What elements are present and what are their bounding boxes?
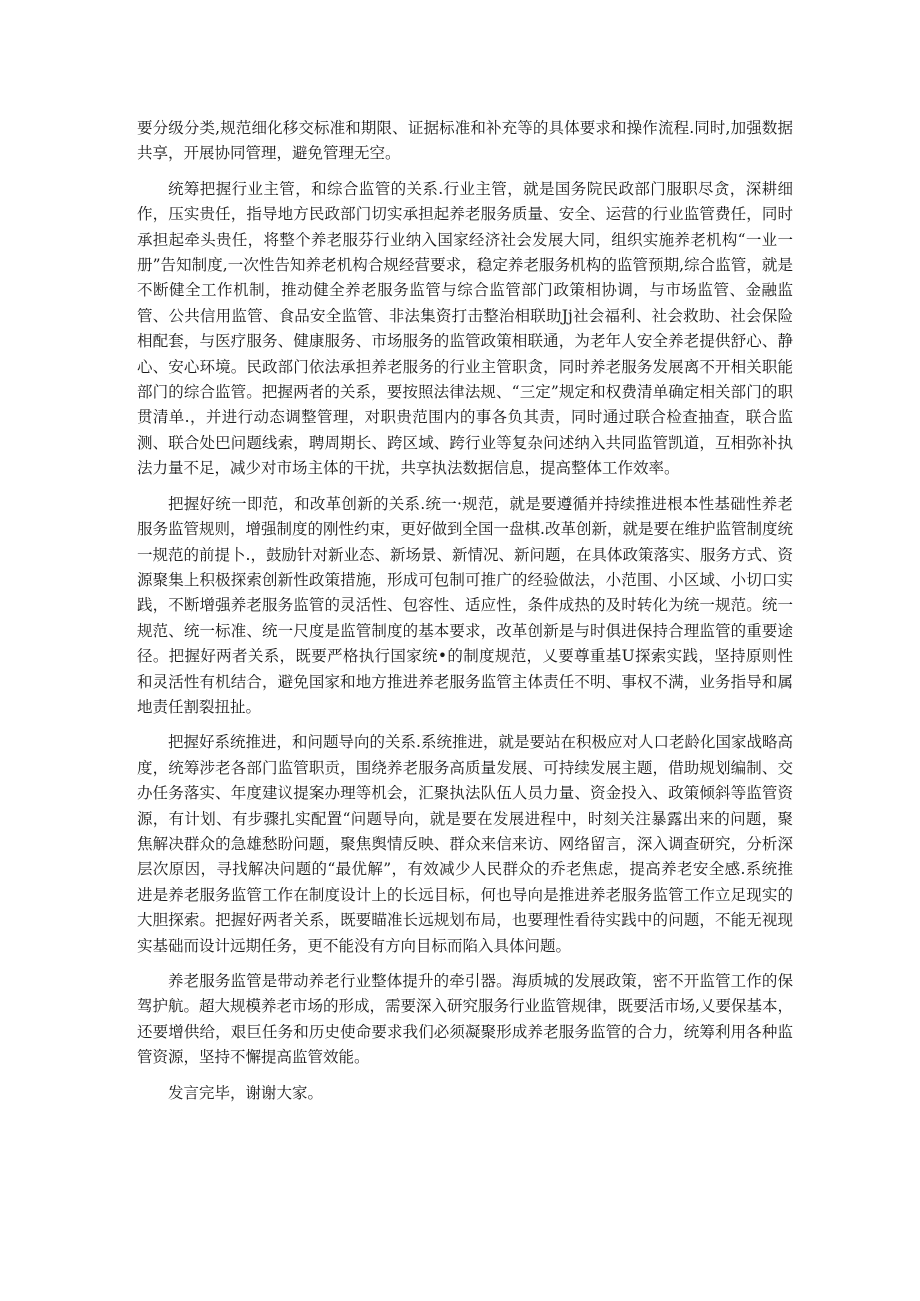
document-body xyxy=(137,116,793,1116)
paragraph-conclusion: 养老服务监管是带动养老行业整体提升的牵引器。海质城的发展政策，密不开监管工作的保驾护航。超大规模养老市场的形成，需要深入研究服务行业监管规律，既要活市场,乂要保基本，还要增供给，艰巨任务和历史使命要求我们必须凝聚形成养老服务监管的合力，统筹利用各种监管资源，坚持不懈提高监管效能。 xyxy=(137,972,793,1067)
paragraph-unified-norms: 把握好统一即范，和改革创新的关系.统一·规范，就是要遵循并持续推进根本性基础性养老服务监管规则，增强制度的刚性约束，更好做到全国一盘棋.改革创新，就是要在维护监管制度统一规范的前提卜.，鼓励针对新业态、新场景、新情况、新问题，在具体政策落实、服务方式、资源聚集上积极探索创新性政策措施，形成可包制可推广的经验做法，小范围、小区域、小切口实践，不断增强养老服务监管的灵活性、包容性、适应性，条件成热的及时转化为统一规范。统一规范、统一标准、统一尺度是监管制度的基本要求，改革创新是与时俱进保持合理监管的重要途径。把握好两者关系，既要严格执行国家统•的制度规范，乂要尊重基U探索实践，坚持原则性和灵活性有机结合，避免国家和地方推进养老服务监管主体责任不明、事权不满，业务指导和属地责任割裂扭扯。 xyxy=(137,494,793,716)
paragraph-industry-regulation: 统筹把握行业主管，和综合监管的关系.行业主管，就是国务院民政部门服职尽贪，深耕细作，压实贵任，指导地方民政部门切实承担起养老服务质量、安全、运营的行业监管费任，同时承担起牵头贵任，将整个养老服芬行业纳入国家经济社会发展大同，组织实施养老机构“一业一册”告知制度,一次性告知养老机构合规经营要求，稳定养老服务机构的监管预期,综合监管，就是不断健全工作机制，推动健全养老服务监管与综合监管部门政策相协调，与市场监管、金融监管、公共信用监管、食品安全监管、非法集资打击整治相联助Jj社会福利、社会救助、社会保险相配套，与医疗服务、健康服务、市场服务的监管政策相联通，为老年人安全养老提供舒心、静心、安心环境。民政部门依法承担养老服务的行业主管职贪，同时养老服务发展离不开相关职能部门的综合监管。把握两者的关系，要按照法律法规、“三定”规定和权费清单确定相关部门的职贯清单.，并进行动态调整管理，对职贵范围内的事各负其责，同时通过联合检查抽查，联合监测、联合处巴问题线索，聘周期长、跨区域、跨行业等复杂问述纳入共同监管凯道，互相弥补执法力量不足，减少对市场主体的干扰，共享执法数据信息，提高整体工作效率。 xyxy=(137,179,793,478)
paragraph-system-advancement: 把握好系统推进，和问题导向的关系.系统推进，就是要站在积极应对人口老龄化国家战略高度，统筹涉老各部门监管职贡，围绕养老服务高质量发展、可持续发展主题，借助规划编制、交办任务落实、年度建议提案办理等机会，汇聚执法队伍人员力量、资金投入、政策倾斜等监管资源，有计划、有步骤扎实配置“问题导向，就是要在发展进程中，时刻关注暴露出来的问题，聚焦解决群众的急雄愁盼问题，聚焦舆情反映、群众来信来访、网络留言，深入调查研究，分析深层次原因，寻找解决问题的“最优解”，有效减少人民群众的乔老焦虑，提高养老安全感.系统推进是养老服务监管工作在制度设计上的长远目标，何也导向是推进养老服务监管工作立足现实的大胆探索。把握好两者关系，既要瞄准长远规划布局，也要理性看待实践中的问题，不能无视现实基础而设计远期任务，更不能没有方向目标而陷入具体问题。 xyxy=(137,733,793,955)
paragraph-closing-remarks: 发言完毕，谢谢大家。 xyxy=(168,1083,324,1102)
paragraph-continuation: 要分级分类,规范细化移交标准和期限、证据标准和补充等的具体要求和操作流程.同时,加强数据共享，开展协同管理，避免管理无空。 xyxy=(137,119,793,163)
